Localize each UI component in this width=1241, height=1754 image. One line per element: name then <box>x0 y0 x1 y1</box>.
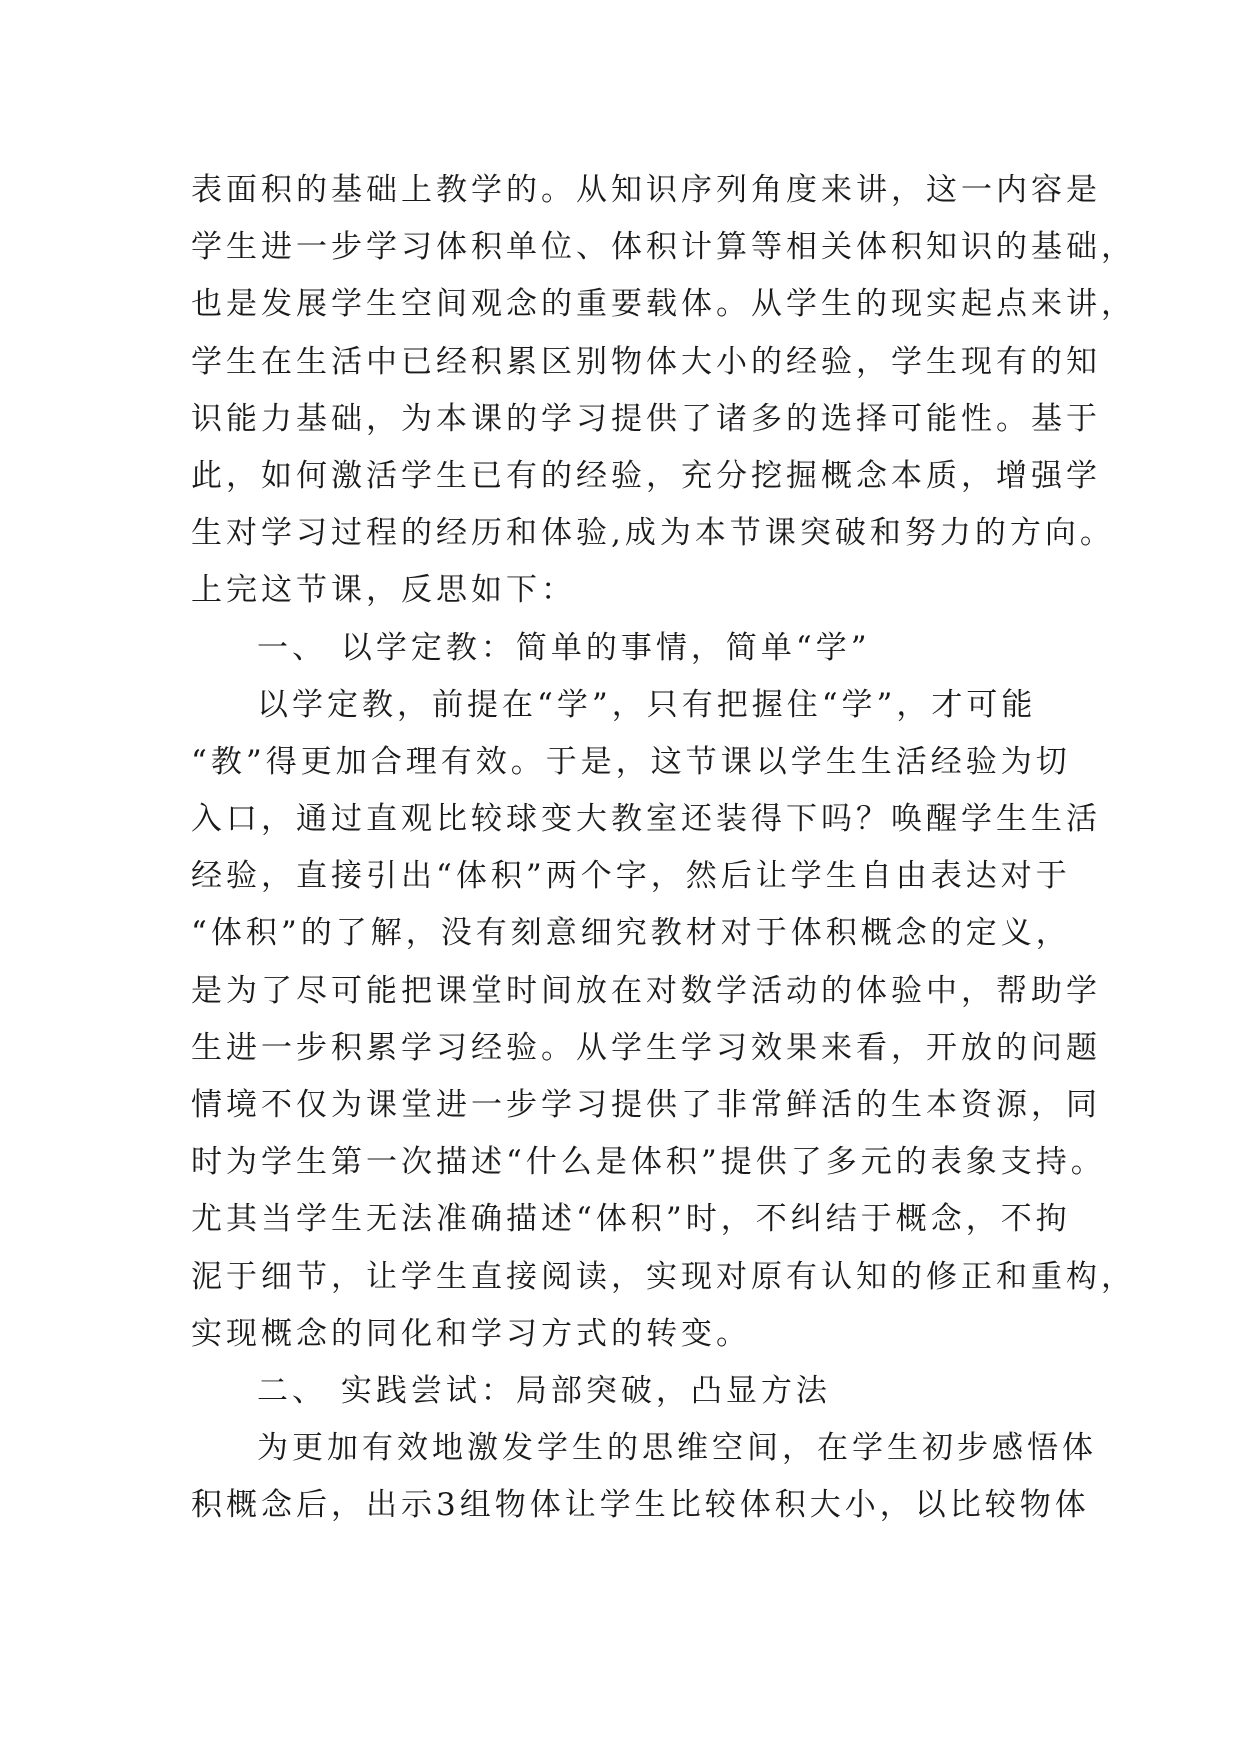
text-line: “教”得更加合理有效。于是，这节课以学生生活经验为切 <box>191 743 1071 780</box>
text-line: 上完这节课，反思如下： <box>191 572 576 609</box>
text-line: 表面积的基础上教学的。从知识序列角度来讲，这一内容是 <box>191 172 1101 208</box>
text-line: 生进一步积累学习经验。从学生学习效果来看，开放的问题 <box>191 1029 1101 1066</box>
text-line: 生对学习过程的经历和体验,成为本节课突破和努力的方向。 <box>191 515 1115 552</box>
text-line: 二、 实践尝试：局部突破，凸显方法 <box>257 1372 831 1409</box>
text-line: 此，如何激活学生已有的经验，充分挖掘概念本质，增强学 <box>191 457 1101 494</box>
document-body <box>191 162 1136 1535</box>
text-line: 时为学生第一次描述“什么是体积”提供了多元的表象支持。 <box>191 1144 1106 1181</box>
text-line: 识能力基础，为本课的学习提供了诸多的选择可能性。基于 <box>191 400 1101 437</box>
text-line: 也是发展学生空间观念的重要载体。从学生的现实起点来讲， <box>191 286 1136 323</box>
text-line: 泥于细节，让学生直接阅读，实现对原有认知的修正和重构， <box>191 1258 1136 1295</box>
text-line: 情境不仅为课堂进一步学习提供了非常鲜活的生本资源，同 <box>191 1087 1101 1123</box>
text-line: 尤其当学生无法准确描述“体积”时，不纠结于概念，不拘 <box>191 1201 1071 1238</box>
text-line: 经验，直接引出“体积”两个字，然后让学生自由表达对于 <box>191 858 1071 895</box>
text-line: 是为了尽可能把课堂时间放在对数学活动的体验中，帮助学 <box>191 972 1101 1009</box>
text-line: 一、 以学定教：简单的事情，简单“学” <box>257 629 871 666</box>
text-line: 以学定教，前提在“学”，只有把握住“学”，才可能 <box>257 686 1037 723</box>
text-line: 学生进一步学习体积单位、体积计算等相关体积知识的基础， <box>191 229 1136 266</box>
text-line: 入口，通过直观比较球变大教室还装得下吗？唤醒学生生活 <box>191 801 1101 838</box>
text-line: 为更加有效地激发学生的思维空间，在学生初步感悟体 <box>257 1430 1097 1467</box>
text-line: 学生在生活中已经积累区别物体大小的经验，学生现有的知 <box>191 343 1101 380</box>
text-line: 实现概念的同化和学习方式的转变。 <box>191 1315 751 1352</box>
text-line: “体积”的了解，没有刻意细究教材对于体积概念的定义， <box>191 915 1071 952</box>
text-line: 积概念后，出示3组物体让学生比较体积大小，以比较物体 <box>191 1487 1090 1524</box>
